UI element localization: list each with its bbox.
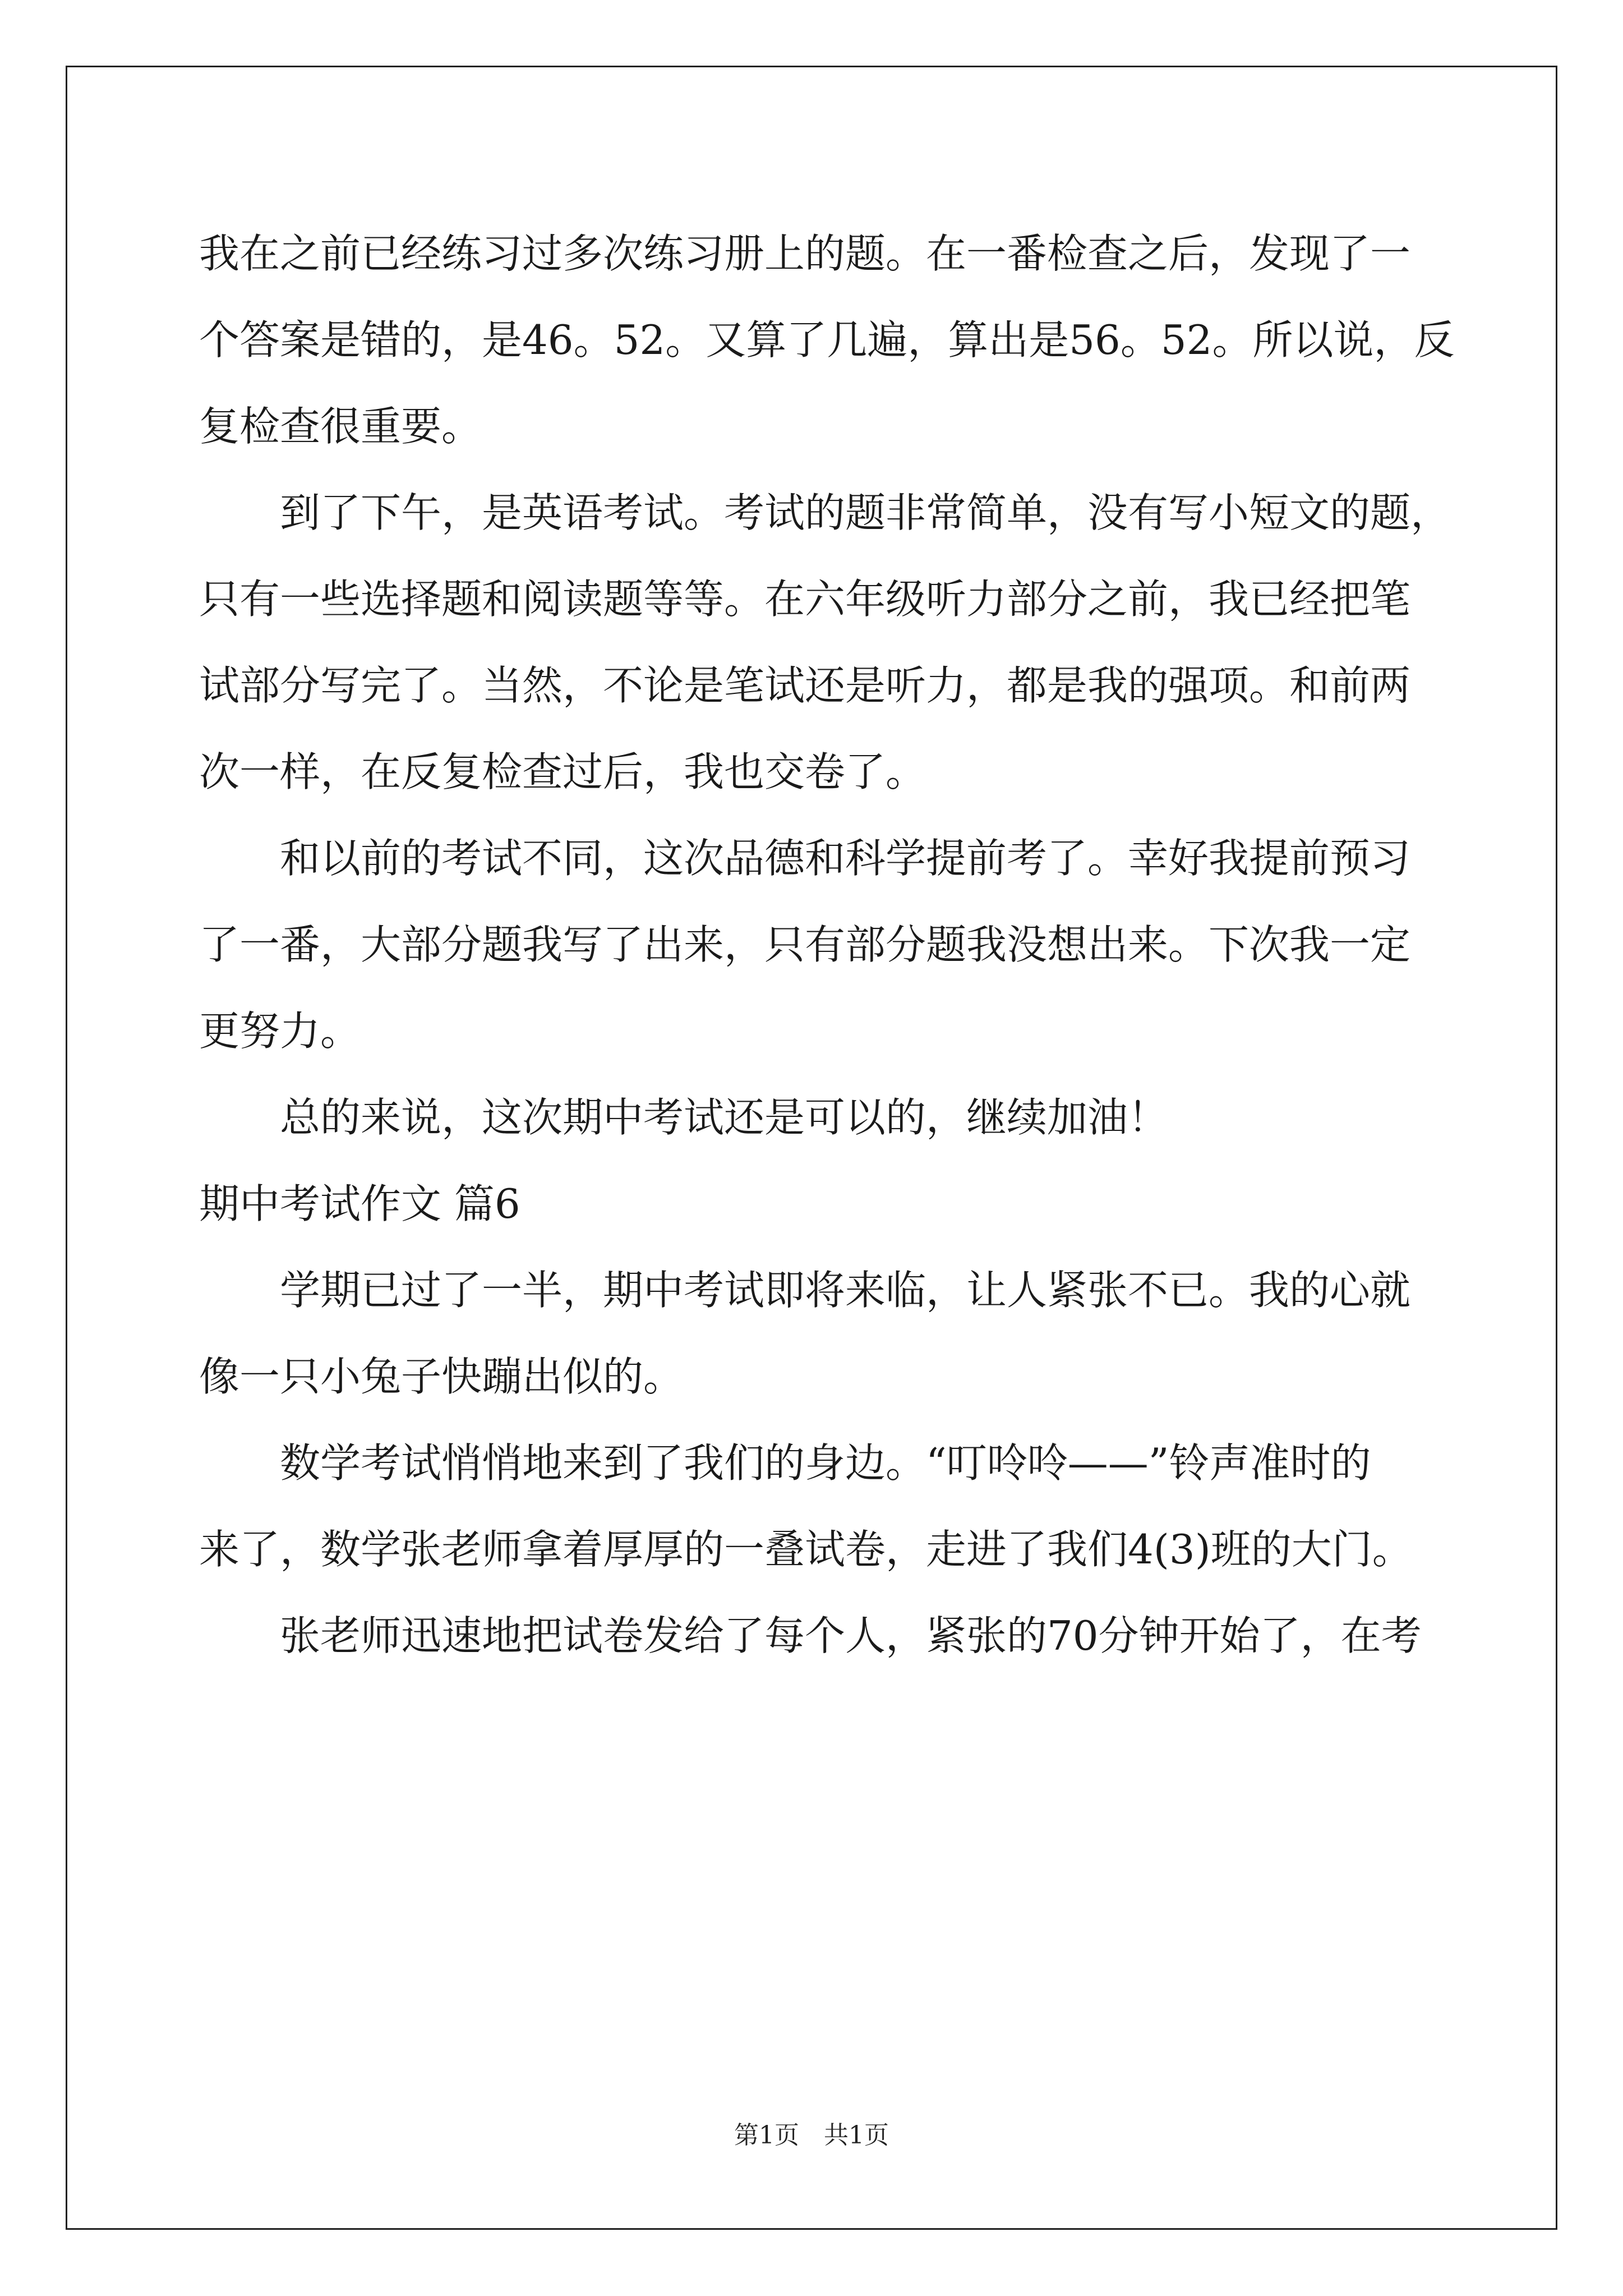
text-line: 复检查很重要。 bbox=[199, 403, 482, 450]
text-line: 总的来说，这次期中考试还是可以的，继续加油！ bbox=[199, 1094, 1169, 1141]
text-line: 学期已过了一半，期中考试即将来临，让人紧张不已。我的心就 bbox=[199, 1267, 1411, 1314]
page-footer: 第1页 共1页 bbox=[734, 2121, 889, 2150]
text-line: 试部分写完了。当然，不论是笔试还是听力，都是我的强项。和前两 bbox=[199, 662, 1411, 709]
text-line: 只有一些选择题和阅读题等等。在六年级听力部分之前，我已经把笔 bbox=[199, 576, 1411, 623]
text-line: 来了，数学张老师拿着厚厚的一叠试卷，走进了我们4(3)班的大门。 bbox=[199, 1526, 1413, 1573]
text-line: 像一只小兔子快蹦出似的。 bbox=[199, 1353, 684, 1400]
text-line: 和以前的考试不同，这次品德和科学提前考了。幸好我提前预习 bbox=[199, 835, 1411, 882]
text-line: 个答案是错的，是46。52。又算了几遍，算出是56。52。所以说，反 bbox=[199, 316, 1455, 364]
text-line: 我在之前已经练习过多次练习册上的题。在一番检查之后，发现了一 bbox=[199, 230, 1411, 277]
text-line: 更努力。 bbox=[199, 1007, 361, 1055]
text-line: 张老师迅速地把试卷发给了每个人，紧张的70分钟开始了，在考 bbox=[199, 1612, 1422, 1659]
text-line: 次一样，在反复检查过后，我也交卷了。 bbox=[199, 748, 926, 795]
text-line: 到了下午，是英语考试。考试的题非常简单，没有写小短文的题， bbox=[199, 489, 1451, 536]
section-heading: 期中考试作文 篇6 bbox=[199, 1180, 520, 1227]
text-line: 了一番，大部分题我写了出来，只有部分题我没想出来。下次我一定 bbox=[199, 921, 1411, 968]
document-body bbox=[199, 210, 1489, 1679]
text-line: 数学考试悄悄地来到了我们的身边。“叮呤呤——”铃声准时的 bbox=[199, 1439, 1371, 1487]
